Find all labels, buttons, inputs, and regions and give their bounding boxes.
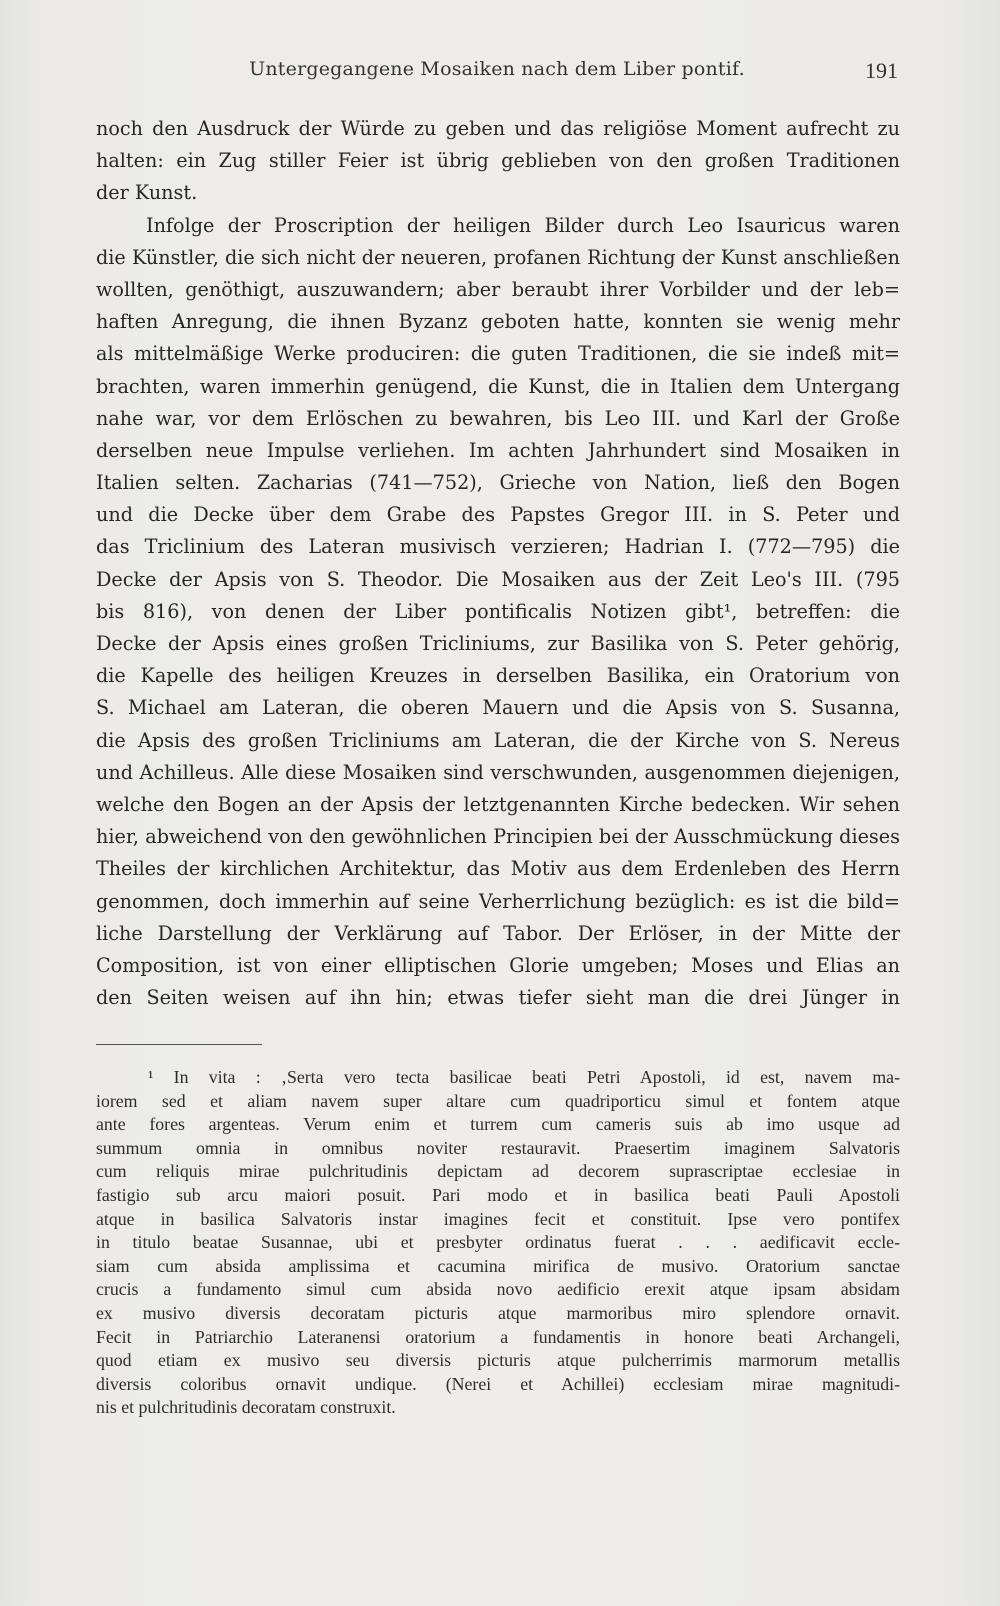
body-text xyxy=(96,113,900,1014)
footnote-line: fastigio sub arcu maiori posuit. Pari modo et in basilica beati Pauli Apostoli xyxy=(96,1184,900,1205)
running-head xyxy=(96,58,898,88)
text-line: S. Michael am Lateran, die oberen Mauern und die Apsis von S. Susanna, xyxy=(96,696,900,720)
text-line: und Achilleus. Alle diese Mosaiken sind verschwunden, ausgenommen diejenigen, xyxy=(96,760,900,784)
text-line: der Kunst. xyxy=(96,181,198,205)
text-line: Decke der Apsis von S. Theodor. Die Mosaiken aus der Zeit Leo's III. (795 xyxy=(96,567,900,591)
footnote-line: siam cum absida amplissima et cacumina mirifica de musivo. Oratorium sanctae xyxy=(96,1255,900,1276)
footnote-line: in titulo beatae Susannae, ubi et presbyter ordinatus fuerat . . . aedificavit eccle- xyxy=(96,1232,900,1253)
text-line: Italien selten. Zacharias (741—752), Grieche von Nation, ließ den Bogen xyxy=(96,471,900,495)
footnote-line: quod etiam ex musivo seu diversis picturis atque pulcherrimis marmorum metallis xyxy=(96,1350,900,1371)
footnote-line: Fecit in Patriarchio Lateranensi oratorium a fundamentis in honore beati Archangeli, xyxy=(96,1326,900,1347)
footnote-line: ¹ In vita : ‚Serta vero tecta basilicae beati Petri Apostoli, id est, navem ma- xyxy=(148,1067,900,1087)
text-line: genommen, doch immerhin auf seine Verherrlichung bezüglich: es ist die bild= xyxy=(96,889,900,913)
footnote-line: ante fores argenteas. Verum enim et turrem cum cameris suis ab imo usque ad xyxy=(96,1114,900,1135)
text-line: welche den Bogen an der Apsis der letztgenannten Kirche bedecken. Wir sehen xyxy=(96,792,900,816)
footnote-rule xyxy=(96,1044,262,1045)
footnote-line: diversis coloribus ornavit undique. (Nerei et Achillei) ecclesiam mirae magnitudi- xyxy=(96,1373,900,1394)
text-line: die Apsis des großen Tricliniums am Lateran, die der Kirche von S. Nereus xyxy=(96,728,900,752)
footnote-line: crucis a fundamento simul cum absida novo aedificio erexit atque ipsam absidam xyxy=(96,1279,900,1300)
text-line: Decke der Apsis eines großen Tricliniums, zur Basilika von S. Peter gehörig, xyxy=(96,632,900,655)
text-line: bis 816), von denen der Liber pontificalis Notizen gibt¹, betreffen: die xyxy=(96,599,900,623)
footnote-line: atque in basilica Salvatoris instar imagines fecit et constituit. Ipse vero pontifex xyxy=(96,1208,900,1229)
text-line: nahe war, vor dem Erlöschen zu bewahren, bis Leo III. und Karl der Große xyxy=(96,406,900,430)
footnote-line: summum omnia in omnibus noviter restauravit. Praesertim imaginem Salvatoris xyxy=(96,1137,900,1158)
text-line: noch den Ausdruck der Würde zu geben und das religiöse Moment aufrecht zu xyxy=(96,117,900,140)
text-line: wollten, genöthigt, auszuwandern; aber beraubt ihrer Vorbilder und der leb= xyxy=(96,277,900,301)
text-line: die Kapelle des heiligen Kreuzes in derselben Basilika, ein Oratorium von xyxy=(96,664,900,688)
text-line: derselben neue Impulse verliehen. Im achten Jahrhundert sind Mosaiken in xyxy=(96,438,900,462)
page-number: 191 xyxy=(865,58,898,83)
text-line: den Seiten weisen auf ihn hin; etwas tiefer sieht man die drei Jünger in xyxy=(96,986,900,1010)
footnotes xyxy=(96,1066,900,1420)
text-line: das Triclinium des Lateran musivisch verzieren; Hadrian I. (772—795) die xyxy=(96,535,900,559)
running-title: Untergegangene Mosaiken nach dem Liber pontif. xyxy=(249,58,745,80)
text-line: und die Decke über dem Grabe des Papstes Gregor III. in S. Peter und xyxy=(96,503,900,527)
text-line: Composition, ist von einer elliptischen Glorie umgeben; Moses und Elias an xyxy=(96,953,900,977)
footnote-line: nis et pulchritudinis decoratam construxit. xyxy=(96,1397,396,1418)
footnote-line: ex musivo diversis decoratam picturis atque marmoribus miro splendore ornavit. xyxy=(96,1302,900,1323)
text-line: Theiles der kirchlichen Architektur, das Motiv aus dem Erdenleben des Herrn xyxy=(96,857,900,881)
footnote-line: iorem sed et aliam navem super altare cum quadriporticu simul et fontem atque xyxy=(96,1090,900,1111)
text-line: als mittelmäßige Werke produciren: die guten Traditionen, die sie indeß mit= xyxy=(96,342,900,366)
text-line: halten: ein Zug stiller Feier ist übrig geblieben von den großen Traditionen xyxy=(96,149,900,173)
text-line: die Künstler, die sich nicht der neueren, profanen Richtung der Kunst anschließen xyxy=(96,245,900,269)
text-line: hier, abweichend von den gewöhnlichen Principien bei der Ausschmückung dieses xyxy=(96,825,900,849)
text-line: liche Darstellung der Verklärung auf Tabor. Der Erlöser, in der Mitte der xyxy=(96,921,900,945)
text-line: Infolge der Proscription der heiligen Bilder durch Leo Isauricus waren xyxy=(146,213,900,237)
text-line: brachten, waren immerhin genügend, die Kunst, die in Italien dem Untergang xyxy=(96,374,900,398)
text-line: haften Anregung, die ihnen Byzanz geboten hatte, konnten sie wenig mehr xyxy=(96,310,900,334)
footnote-line: cum reliquis mirae pulchritudinis depictam ad decorem suprascriptae ecclesiae in xyxy=(96,1161,900,1182)
